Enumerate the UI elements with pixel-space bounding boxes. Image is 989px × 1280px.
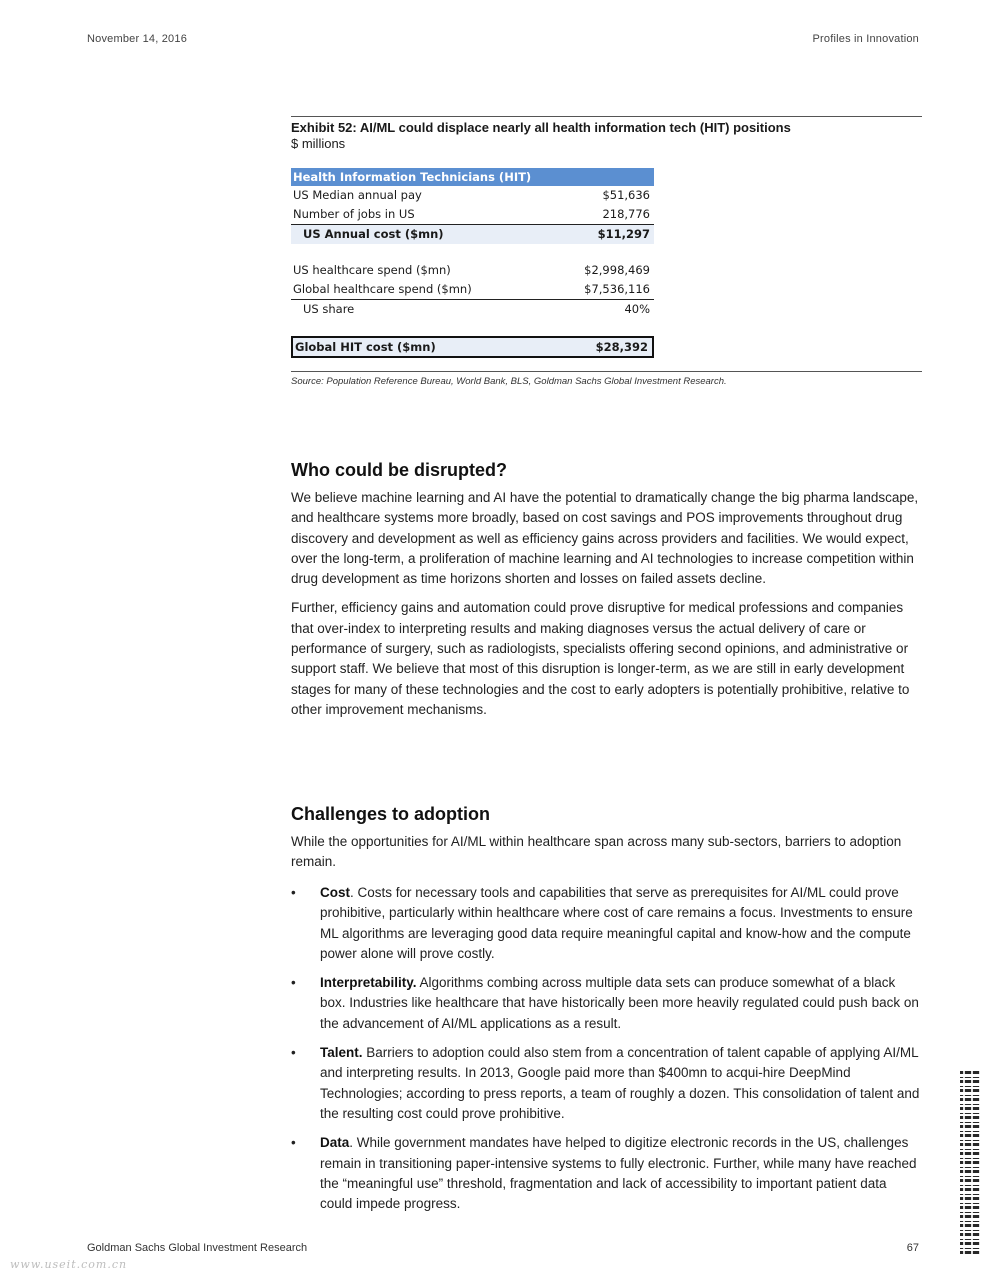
header-date: November 14, 2016 [87, 33, 188, 45]
row-label: US share [303, 302, 355, 316]
header-series: Profiles in Innovation [812, 33, 919, 45]
row-label: Number of jobs in US [293, 207, 415, 221]
bullet-icon: • [291, 1135, 296, 1151]
section-challenges [291, 804, 922, 873]
paragraph: We believe machine learning and AI have the potential to dramatically change the big pharma landscape, and healthcare systems more broadly, based on cost savings and POS improvements throughout drug discovery and development as well as efficiency gains across providers and facilities. We would expect, over the long-term, a proliferation of machine learning and AI technologies to increase competition within drug development as time horizons shorten and losses on failed assets decline. [291, 490, 919, 587]
bullet-text: . While government mandates have helped to digitize electronic records in the US, challenges remain in transitioning paper-intensive systems to fully electronic. Further, while many have reached the “meaningful use” threshold, fragmentation and lack of accessibility to important patient data could impede progress. [320, 1135, 917, 1212]
row-value: $11,297 [597, 227, 650, 241]
exhibit-top-rule [291, 116, 922, 117]
bullet-icon: • [291, 885, 296, 900]
exhibit-subtitle: $ millions [291, 136, 346, 151]
section-heading: Who could be disrupted? [291, 460, 507, 480]
row-value: 40% [624, 302, 650, 316]
table-row [291, 205, 654, 224]
row-label: US Annual cost ($mn) [303, 227, 444, 241]
bullet-term: Data [320, 1135, 350, 1151]
row-value: $51,636 [602, 188, 650, 202]
footer-publisher: Goldman Sachs Global Investment Research [87, 1242, 308, 1254]
section-disrupted [291, 460, 922, 720]
table-spacer [291, 319, 654, 336]
exhibit-source: Source: Population Reference Bureau, World Bank, BLS, Goldman Sachs Global Investment Research. [291, 376, 727, 387]
page-number: 67 [906, 1242, 919, 1254]
table-row [291, 186, 654, 205]
qr-code-icon [960, 1070, 980, 1254]
list-item [291, 1043, 922, 1124]
bullet-term: Interpretability. [320, 975, 417, 991]
bullet-text: Barriers to adoption could also stem from a concentration of talent capable of applying AI/ML and interpreting results. In 2013, Google paid more than $400mn to acqui-hire DeepMind Technologies; according to press reports, a team of roughly a dozen. This consolidation of talent and the resulting cost could prove prohibitive. [320, 1045, 920, 1121]
row-value: $28,392 [595, 340, 648, 354]
table-row [291, 261, 654, 280]
challenges-list [291, 883, 922, 1214]
table-header: Health Information Technicians (HIT) [291, 168, 654, 186]
row-value: 218,776 [602, 207, 650, 221]
table-row [291, 280, 654, 299]
row-value: $7,536,116 [584, 282, 650, 296]
list-item [291, 973, 922, 1034]
bullet-icon: • [291, 975, 296, 991]
row-value: $2,998,469 [584, 263, 650, 277]
watermark: www.useit.com.cn [10, 1258, 128, 1271]
exhibit-title: Exhibit 52: AI/ML could displace nearly all health information tech (HIT) positions [291, 120, 791, 135]
source-rule [291, 371, 922, 372]
list-item [291, 883, 922, 964]
paragraph: While the opportunities for AI/ML within healthcare span across many sub-sectors, barriers to adoption remain. [291, 834, 902, 870]
row-label: Global healthcare spend ($mn) [293, 282, 472, 296]
table-spacer [291, 244, 654, 261]
row-label: US Median annual pay [293, 188, 422, 202]
bullet-term: Talent. [320, 1045, 363, 1061]
exhibit-header [291, 116, 922, 151]
bullet-text: . Costs for necessary tools and capabilities that serve as prerequisites for AI/ML could prove prohibitive, particularly within healthcare where cost of care remains a focus. Investments to ensure ML algorithms are leveraging good data require meaningful capital and know-how and the compute power alone will prove costly. [320, 885, 913, 961]
section-heading: Challenges to adoption [291, 804, 491, 824]
bullet-icon: • [291, 1045, 296, 1061]
bullet-text: Algorithms combing across multiple data sets can produce somewhat of a black box. Industries like healthcare that have historically been more heavily regulated could push back on the advancement of AI/ML applications as a result. [320, 975, 919, 1031]
row-label: Global HIT cost ($mn) [295, 340, 436, 354]
hit-cost-table [291, 168, 654, 358]
table-row-total [291, 336, 654, 358]
table-row-subtotal [291, 224, 654, 244]
paragraph: Further, efficiency gains and automation could prove disruptive for medical professions and companies that over-index to interpreting results and making diagnoses versus the actual delivery of care or performance of surgery, such as radiologists, specialists offering second opinions, and administrative or support staff. We believe that most of this disruption is longer-term, as we are still in early development stages for many of these technologies and the cost to early adopters is potentially prohibitive, relative to other improvement mechanisms. [291, 600, 910, 717]
row-label: US healthcare spend ($mn) [293, 263, 451, 277]
list-item [291, 1133, 922, 1214]
bullet-term: Cost [320, 885, 350, 900]
table-row-share [291, 299, 654, 319]
